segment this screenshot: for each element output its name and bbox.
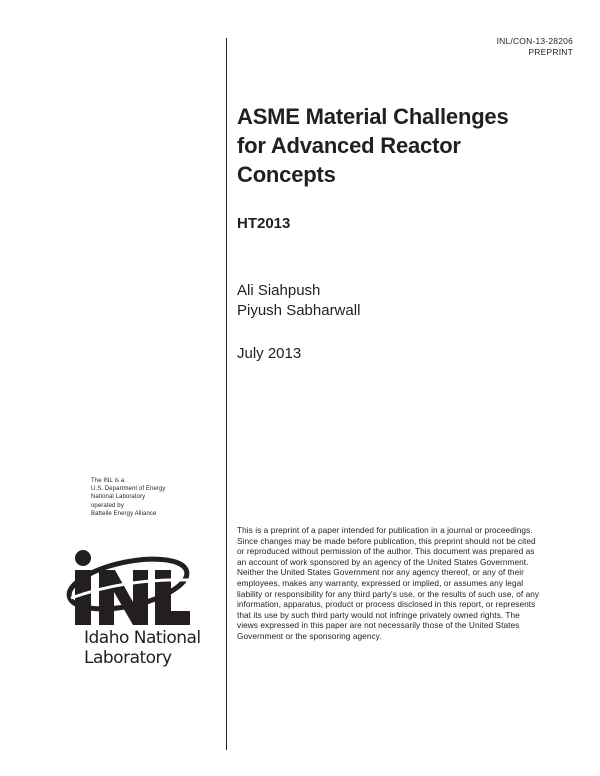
author-list — [237, 281, 360, 321]
report-type: PREPRINT — [528, 46, 573, 57]
conference-name: HT2013 — [237, 215, 291, 232]
operator-line: U.S. Department of Energy — [91, 486, 166, 493]
logo-dot — [75, 550, 91, 566]
title-line: Concepts — [237, 162, 336, 187]
logo-wordmark — [84, 628, 201, 668]
operator-line: The INL is a — [91, 478, 125, 484]
logo-letter-n — [99, 570, 148, 625]
disclaimer-text: This is a preprint of a paper intended for publication in a journal or proceedings. Since changes may be made before publication, this preprint should not be cited or reproduced without permission of the author. This document was prepared as an account of work sponsored by an agency of the United States Government. Neither the United States Government nor any agency thereof, or any of their employees, makes any warranty, expressed or implied, or assumes any legal liability or responsibility for any third party's use, or the results of such use, of any information, apparatus, product or process disclosed in this report, or represents that its use by such third party would not infringe privately owned rights. The views expressed in this paper are not necessarily those of the United States Government or the sponsoring agency. — [237, 525, 540, 641]
report-number: INL/CON-13-28206 — [496, 36, 573, 46]
operator-statement — [91, 477, 166, 518]
document-title — [237, 102, 577, 189]
logo-line: Laboratory — [84, 648, 172, 668]
title-line: ASME Material Challenges — [237, 104, 509, 129]
vertical-divider — [226, 38, 227, 750]
operator-line: operated by — [91, 502, 124, 509]
operator-line: Battelle Energy Alliance — [91, 510, 157, 517]
logo-letter-i — [75, 570, 91, 625]
report-identifier — [497, 36, 573, 57]
operator-line: National Laboratory — [91, 494, 146, 501]
logo-line: Idaho National — [84, 628, 201, 648]
author: Piyush Sabharwall — [237, 302, 361, 319]
title-line: for Advanced Reactor — [237, 133, 461, 158]
publication-date: July 2013 — [237, 345, 302, 362]
author: Ali Siahpush — [237, 282, 321, 299]
